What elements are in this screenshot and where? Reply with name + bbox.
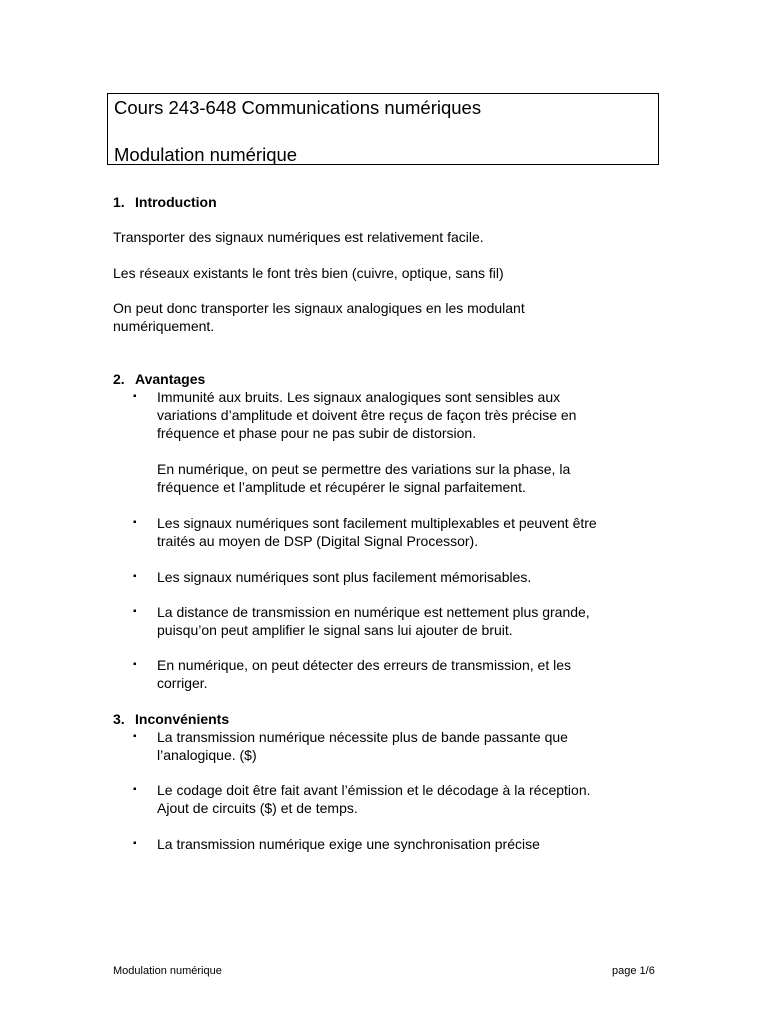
list-item-line: l’analogique. ($) [157,747,257,763]
list-item-line: corriger. [157,675,208,691]
list-item-line: La distance de transmission en numérique est nettement plus grande, [157,604,590,620]
list-item-line: Le codage doit être fait avant l’émission et le décodage à la réception. [157,782,591,798]
title-box [107,93,659,165]
list-item-line: Immunité aux bruits. Les signaux analogiques sont sensibles aux [157,389,561,405]
section-heading-avantages [113,370,205,388]
paragraph: numériquement. [113,318,215,334]
section-number: 3. [113,711,125,727]
list-item-line: La transmission numérique nécessite plus de bande passante que [157,729,568,745]
list-item-line: En numérique, on peut se permettre des variations sur la phase, la [157,461,571,477]
section-title: Inconvénients [135,711,230,727]
section-title: Avantages [135,371,206,387]
bullet-icon: ▪ [133,784,137,795]
list-item-line: La transmission numérique exige une synchronisation précise [157,836,540,852]
paragraph: Transporter des signaux numériques est relativement facile. [113,229,484,245]
section-number: 1. [113,194,125,210]
bullet-icon: ▪ [133,391,137,402]
list-item-line: En numérique, on peut détecter des erreurs de transmission, et les [157,657,571,673]
document-title: Cours 243-648 Communications numériques [114,97,482,118]
list-item-line: fréquence et l’amplitude et récupérer le signal parfaitement. [157,479,526,495]
bullet-icon: ▪ [133,659,137,670]
section-heading-inconvenients [113,710,229,728]
footer-document-name: Modulation numérique [113,965,222,977]
list-item-line: variations d’amplitude et doivent être reçus de façon très précise en [157,407,577,423]
section-heading-introduction [113,193,217,211]
bullet-icon: ▪ [133,517,137,528]
bullet-icon: ▪ [133,571,137,582]
section-title: Introduction [135,194,217,210]
paragraph: Les réseaux existants le font très bien (cuivre, optique, sans fil) [113,265,504,281]
section-number: 2. [113,371,125,387]
footer-page-number: page 1/6 [612,965,655,977]
list-item-line: Les signaux numériques sont plus facilement mémorisables. [157,569,532,585]
bullet-icon: ▪ [133,838,137,849]
bullet-icon: ▪ [133,731,137,742]
bullet-icon: ▪ [133,606,137,617]
paragraph: On peut donc transporter les signaux analogiques en les modulant [113,300,525,316]
list-item-line: Ajout de circuits ($) et de temps. [157,800,358,816]
list-item-line: traités au moyen de DSP (Digital Signal Processor). [157,533,479,549]
list-item-line: fréquence et phase pour ne pas subir de distorsion. [157,425,477,441]
document-subtitle: Modulation numérique [114,144,298,165]
list-item-line: puisqu’on peut amplifier le signal sans lui ajouter de bruit. [157,622,513,638]
list-item-line: Les signaux numériques sont facilement multiplexables et peuvent être [157,515,597,531]
